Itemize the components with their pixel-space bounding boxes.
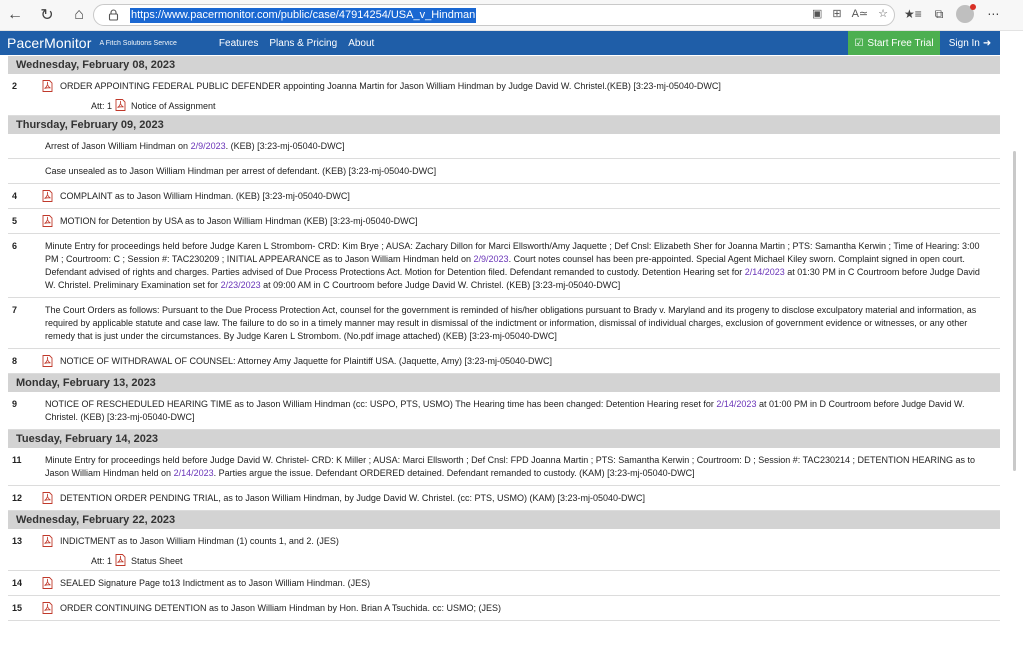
- attachment-title[interactable]: Status Sheet: [131, 556, 183, 566]
- entry-description[interactable]: NOTICE OF WITHDRAWAL OF COUNSEL: Attorney Amy Jaquette for Plaintiff USA. (Jaquette, Amy) [3:23-mj-05040-DWC]: [60, 356, 552, 366]
- entry-number: [8, 140, 36, 153]
- entry-number: 13: [12, 536, 23, 546]
- attachment-row: [8, 98, 1000, 116]
- entry-text: [36, 140, 1000, 153]
- entry-description[interactable]: INDICTMENT as to Jason William Hindman (1) counts 1, and 2. (JES): [60, 536, 339, 546]
- pdf-icon[interactable]: [42, 80, 53, 92]
- docket-entry: [8, 571, 1000, 596]
- scrollbar-thumb[interactable]: [1013, 151, 1016, 471]
- brand-logo[interactable]: PacerMonitor: [7, 35, 92, 51]
- entry-text: [36, 165, 1000, 178]
- pdf-icon[interactable]: [42, 602, 53, 614]
- entry-description[interactable]: ORDER CONTINUING DETENTION as to Jason William Hindman by Hon. Brian A Tsuchida. cc: USMO; (JES): [60, 603, 501, 613]
- date-header: Tuesday, February 14, 2023: [8, 430, 1000, 448]
- docket-entry: [8, 184, 1000, 209]
- entry-text: [36, 355, 1000, 368]
- start-free-trial-label: Start Free Trial: [867, 37, 934, 49]
- more-icon[interactable]: ⋯: [987, 7, 1000, 21]
- entry-number: 14: [12, 578, 23, 588]
- entry-number: 6: [12, 241, 18, 251]
- date-header: Monday, February 13, 2023: [8, 374, 1000, 392]
- entry-description: Arrest of Jason William Hindman on: [45, 141, 191, 151]
- read-aloud-icon[interactable]: A≃: [851, 8, 869, 20]
- entry-number: 4: [12, 191, 18, 201]
- nav-link-about[interactable]: About: [348, 37, 375, 49]
- sign-in-button[interactable]: [940, 31, 1000, 55]
- pdf-icon[interactable]: [42, 355, 53, 367]
- entry-description[interactable]: MOTION for Detention by USA as to Jason William Hindman (KEB) [3:23-mj-05040-DWC]: [60, 216, 418, 226]
- docket-entry: [8, 392, 1000, 430]
- reload-icon[interactable]: ↻: [40, 7, 54, 24]
- docket-entry: [8, 298, 1000, 349]
- date-header: Thursday, February 09, 2023: [8, 116, 1000, 134]
- home-icon[interactable]: ⌂: [74, 6, 84, 23]
- docket-list: [8, 56, 1000, 621]
- entry-text: [36, 240, 1000, 292]
- entry-description[interactable]: COMPLAINT as to Jason William Hindman. (KEB) [3:23-mj-05040-DWC]: [60, 191, 350, 201]
- address-bar[interactable]: [93, 4, 895, 26]
- date-link[interactable]: 2/14/2023: [744, 267, 785, 277]
- entry-description: at 01:30 PM in C Courtroom before Judge David W. Christel. Preliminary Examination set for: [45, 267, 980, 290]
- site-header: [0, 31, 1000, 55]
- entry-description: Minute Entry for proceedings held before Judge David W. Christel- CRD: K Miller ; AUSA: Marci Ellsworth ; Def Cnsl: FPD Joanna Martin ; PTS: Samantha Kerwin ; Courtroom: D ; Session #: TAC230214 ; DETENTION HEARING as to Jason William Hindman held on: [45, 455, 976, 478]
- entry-description: Case unsealed as to Jason William Hindman per arrest of defendant. (KEB) [3:23-mj-05040-DWC]: [45, 166, 437, 176]
- docket-entry: [8, 349, 1000, 374]
- date-header: Wednesday, February 08, 2023: [8, 56, 1000, 74]
- entry-text: [36, 215, 1000, 228]
- site-nav: [219, 38, 374, 49]
- apps-icon[interactable]: ⊞: [832, 8, 842, 20]
- docket-entry: [8, 134, 1000, 159]
- date-link[interactable]: 2/14/2023: [716, 399, 757, 409]
- start-free-trial-button[interactable]: [848, 31, 940, 55]
- entry-description: The Court Orders as follows: Pursuant to the Due Process Protection Act, counsel for the government is reminded of his/her obligations pursuant to Brady v. Maryland and its progeny to disclose exculpatory material and information, as required by applicable statute and case law. The failure to do so in a timely manner may result in dismissal of the indictment or information, dismissal of individual charges, exclusion of government evidence or witnesses, or any other remedy that is just under the circumstances. By Judge Karen L Strombom. (No.pdf image attached) (KEB) [3:23-mj-05040-DWC]: [45, 305, 977, 341]
- entry-text: [36, 602, 1000, 615]
- entry-text: [36, 398, 1000, 424]
- date-link[interactable]: 2/9/2023: [473, 254, 509, 264]
- docket-entry: [8, 596, 1000, 621]
- attachment-label: Att: 1: [91, 556, 113, 566]
- pdf-icon[interactable]: [42, 215, 53, 227]
- page-scrollbar[interactable]: [1008, 31, 1023, 659]
- docket-entry: [8, 529, 1000, 553]
- entry-text: [36, 190, 1000, 203]
- date-header: Wednesday, February 22, 2023: [8, 511, 1000, 529]
- entry-text: [36, 454, 1000, 480]
- date-link[interactable]: 2/14/2023: [173, 468, 214, 478]
- attachment-row: [8, 553, 1000, 571]
- entry-description[interactable]: SEALED Signature Page to13 Indictment as to Jason William Hindman. (JES): [60, 578, 371, 588]
- pdf-icon[interactable]: [42, 577, 53, 589]
- attachment-label: Att: 1: [91, 101, 113, 111]
- browser-toolbar: [0, 0, 1023, 31]
- entry-text: [36, 80, 1000, 93]
- entry-text: [36, 304, 1000, 343]
- url-text[interactable]: https://www.pacermonitor.com/public/case/47914254/USA_v_Hindman: [131, 8, 476, 21]
- date-link[interactable]: 2/9/2023: [190, 141, 226, 151]
- entry-description[interactable]: ORDER APPOINTING FEDERAL PUBLIC DEFENDER appointing Joanna Martin for Jason William Hindman by Judge David W. Christel.(KEB) [3:23-mj-05040-DWC]: [60, 81, 721, 91]
- check-square-icon: ☑: [854, 37, 864, 49]
- docket-entry: [8, 74, 1000, 98]
- pdf-icon[interactable]: [42, 535, 53, 547]
- entry-text: [36, 492, 1000, 505]
- entry-number: 15: [12, 603, 23, 613]
- nav-link-features[interactable]: Features: [218, 37, 259, 49]
- entry-number: 7: [12, 305, 18, 315]
- docket-entry: [8, 234, 1000, 298]
- entry-description: . Court notes counsel has been pre-appointed. Special Agent Michael Kiley sworn. Complaint signed in open court. Defendant advised of rights and charges. Parties advised of Due Process Protections Act. Motion for Detention filed. Defendant remanded to custody. Detention Hearing set for: [45, 254, 965, 277]
- nav-link-plans-pricing[interactable]: Plans & Pricing: [269, 37, 338, 49]
- date-link[interactable]: 2/23/2023: [220, 280, 261, 290]
- docket-entry: [8, 159, 1000, 184]
- docket-entry: [8, 209, 1000, 234]
- docket-entry: [8, 486, 1000, 511]
- entry-number: 11: [12, 455, 22, 465]
- pdf-icon[interactable]: [42, 492, 53, 504]
- entry-text: [36, 535, 1000, 548]
- brand-tagline: A Fitch Solutions Service: [99, 39, 177, 47]
- entry-description: . (KEB) [3:23-mj-05040-DWC]: [225, 141, 345, 151]
- pdf-icon[interactable]: [42, 190, 53, 202]
- favorites-icon[interactable]: ★≡: [904, 7, 922, 21]
- sign-in-icon: ➜: [982, 37, 992, 49]
- attachment-title[interactable]: Notice of Assignment: [131, 101, 216, 111]
- entry-number: 9: [12, 399, 18, 409]
- pdf-icon[interactable]: [115, 554, 126, 566]
- entry-description: . Parties argue the issue. Defendant ORDERED detained. Defendant remanded to custody. (KAM) [3:23-mj-05040-DWC]: [213, 468, 695, 478]
- entry-description: Minute Entry for proceedings held before Judge Karen L Strombom- CRD: Kim Brye ; AUSA: Zachary Dillon for Marci Ellsworth/Amy Jaquette ; Def Cnsl: Elizabeth Sher for Joanna Martin ; PTS: Samantha Kerwin ; Time of Hearing: 3:00 PM ; Courtroom: C ; Session #: TAC230209 ; INITIAL APPEARANCE as to Jason William Hindman held on: [45, 241, 980, 264]
- entry-description: NOTICE OF RESCHEDULED HEARING TIME as to Jason William Hindman (cc: USPO, PTS, USMO) The Hearing time has been changed: Detention Hearing reset for: [45, 399, 717, 409]
- entry-description: at 09:00 AM in C Courtroom before Judge David W. Christel. (KEB) [3:23-mj-05040-DWC]: [260, 280, 621, 290]
- entry-number: [8, 165, 36, 178]
- entry-number: 8: [12, 356, 18, 366]
- profile-icon[interactable]: [956, 5, 974, 23]
- entry-text: [36, 577, 1000, 590]
- favorite-icon[interactable]: ☆: [878, 8, 888, 20]
- entry-number: 5: [12, 216, 18, 226]
- entry-description[interactable]: DETENTION ORDER PENDING TRIAL, as to Jason William Hindman, by Judge David W. Christel. (cc: PTS, USMO) (KAM) [3:23-mj-05040-DWC]: [60, 493, 645, 503]
- collections-icon[interactable]: ⧉: [934, 6, 944, 21]
- lock-icon[interactable]: [108, 9, 120, 21]
- pdf-icon[interactable]: [115, 99, 126, 111]
- back-icon[interactable]: ←: [7, 6, 23, 23]
- entry-description: at 01:00 PM in D Courtroom before Judge David W. Christel. (KEB) [3:23-mj-05040-DWC]: [45, 399, 965, 422]
- entry-number: 2: [12, 81, 18, 91]
- docket-entry: [8, 448, 1000, 486]
- entry-number: 12: [12, 493, 23, 503]
- reader-icon[interactable]: ▣: [811, 8, 823, 20]
- sign-in-label: Sign In: [948, 37, 980, 49]
